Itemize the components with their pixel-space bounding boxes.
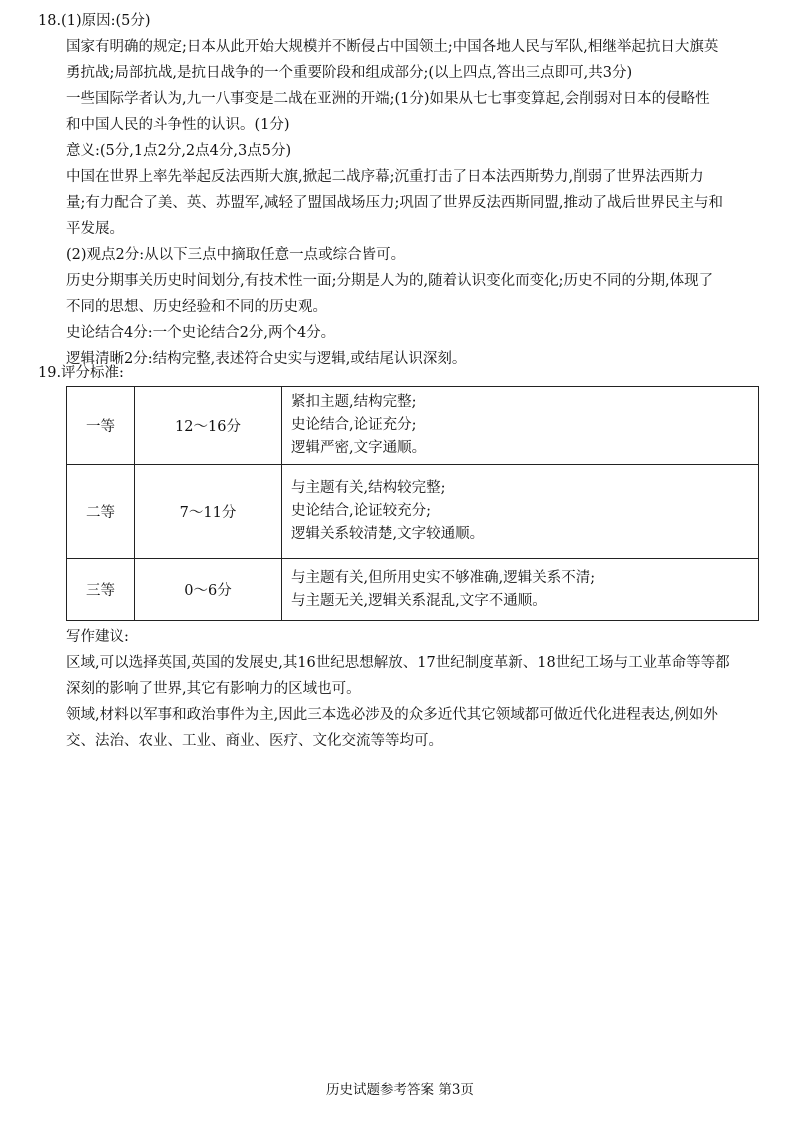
- q18-meaning-header: 意义:(5分,1点2分,2点4分,3点5分): [66, 143, 292, 159]
- criteria-line: 逻辑关系较清楚,文字较通顺。: [291, 526, 485, 542]
- q18-part2-header: (2)观点2分:从以下三点中摘取任意一点或综合皆可。: [66, 247, 406, 263]
- q18-combo: 史论结合4分:一个史论结合2分,两个4分。: [66, 325, 336, 341]
- criteria-line: 史论结合,论证较充分;: [291, 503, 431, 519]
- q19-advice-line-1: 区域,可以选择英国,英国的发展史,其16世纪思想解放、17世纪制度革新、18世纪工场与工业革命等等都: [66, 655, 730, 671]
- q19-advice-line-4: 交、法治、农业、工业、商业、医疗、文化交流等等均可。: [66, 733, 443, 749]
- q18-reason-line-4: 和中国人民的斗争性的认识。(1分): [66, 117, 290, 133]
- q19-advice-line-2: 深刻的影响了世界,其它有影响力的区域也可。: [66, 681, 361, 697]
- q18-header: 18.(1)原因:(5分): [38, 13, 151, 29]
- criteria-line: 与主题有关,结构较完整;: [291, 480, 446, 496]
- q18-reason-line-2: 勇抗战;局部抗战,是抗日战争的一个重要阶段和组成部分;(以上四点,答出三点即可,共3分): [66, 65, 633, 81]
- criteria-line: 逻辑严密,文字通顺。: [291, 440, 427, 456]
- q19-header: 19.评分标准:: [38, 365, 124, 381]
- table-row: [67, 559, 759, 621]
- grade-cell: 一等: [67, 387, 135, 465]
- q18-reason-line-1: 国家有明确的规定;日本从此开始大规模并不断侵占中国领土;中国各地人民与军队,相继举起抗日大旗英: [66, 39, 719, 55]
- criteria-cell: [282, 559, 759, 621]
- criteria-line: 史论结合,论证充分;: [291, 417, 417, 433]
- q18-logic: 逻辑清晰2分:结构完整,表述符合史实与逻辑,或结尾认识深刻。: [66, 351, 467, 367]
- score-cell: 12～16分: [135, 387, 282, 465]
- table-row: [67, 465, 759, 559]
- score-cell: 0～6分: [135, 559, 282, 621]
- page-footer: 历史试题参考答案 第3页: [326, 1082, 474, 1098]
- q18-part2-line-1: 历史分期事关历史时间划分,有技术性一面;分期是人为的,随着认识变化而变化;历史不同的分期,体现了: [66, 273, 714, 289]
- scoring-table: [66, 386, 759, 621]
- q19-advice-line-3: 领域,材料以军事和政治事件为主,因此三本选必涉及的众多近代其它领域都可做近代化进程表达,例如外: [66, 707, 718, 723]
- q19-advice-header: 写作建议:: [66, 629, 129, 645]
- grade-cell: 三等: [67, 559, 135, 621]
- criteria-cell: [282, 387, 759, 465]
- q18-reason-line-3: 一些国际学者认为,九一八事变是二战在亚洲的开端;(1分)如果从七七事变算起,会削弱对日本的侵略性: [66, 91, 710, 107]
- criteria-line: 与主题有关,但所用史实不够准确,逻辑关系不清;: [291, 569, 596, 586]
- q18-part2-line-2: 不同的思想、历史经验和不同的历史观。: [66, 299, 327, 315]
- score-cell: 7～11分: [135, 465, 282, 559]
- grade-cell: 二等: [67, 465, 135, 559]
- q18-meaning-line-3: 平发展。: [66, 221, 124, 237]
- q18-meaning-line-2: 量;有力配合了美、英、苏盟军,减轻了盟国战场压力;巩固了世界反法西斯同盟,推动了战后世界民主与和: [66, 195, 723, 211]
- q18-meaning-line-1: 中国在世界上率先举起反法西斯大旗,掀起二战序幕;沉重打击了日本法西斯势力,削弱了世界法西斯力: [66, 169, 704, 185]
- table-row: [67, 387, 759, 465]
- criteria-line: 与主题无关,逻辑关系混乱,文字不通顺。: [291, 592, 547, 609]
- criteria-line: 紧扣主题,结构完整;: [291, 394, 417, 410]
- criteria-cell: [282, 465, 759, 559]
